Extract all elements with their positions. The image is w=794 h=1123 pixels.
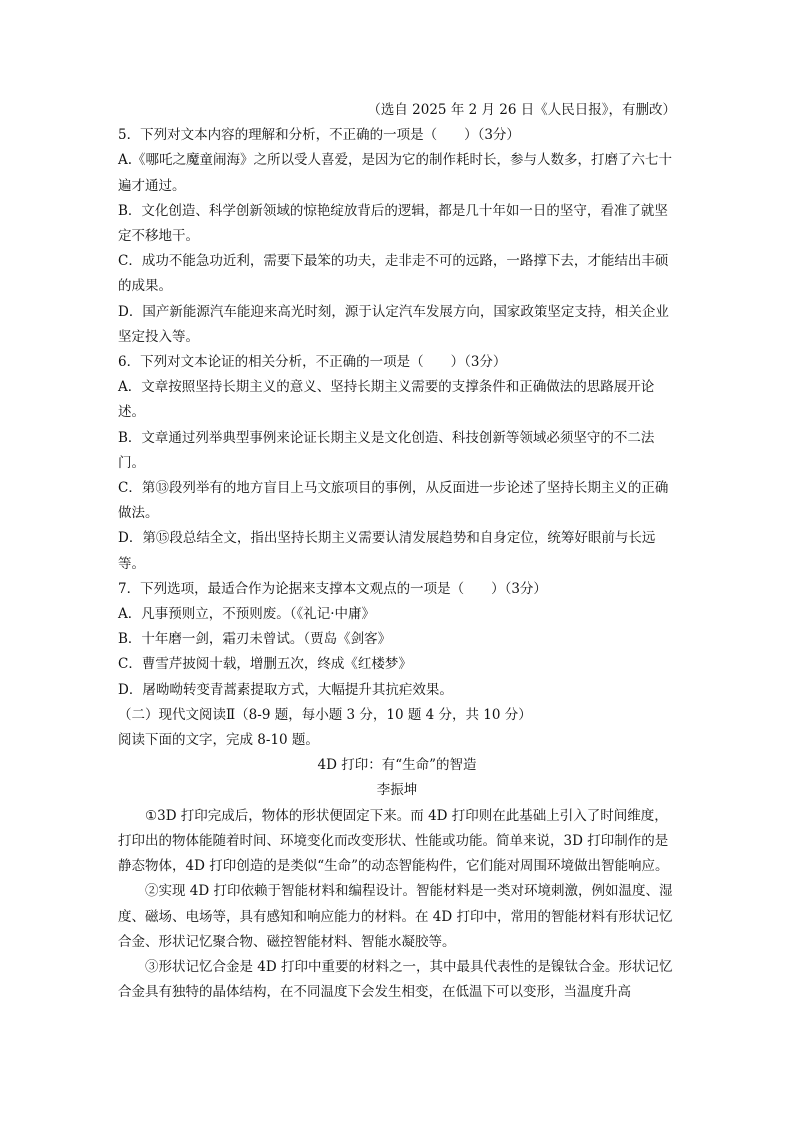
article-paragraph-2: ②实现 4D 打印依赖于智能材料和编程设计。智能材料是一类对环境刺激，例如温度、湿度、磁场、电场等，具有感知和响应能力的材料。在 4D 打印中，常用的智能材料有形状记忆合金、形状记忆聚合物、磁控智能材料、智能水凝胶等。 <box>118 883 673 950</box>
section-heading: （二）现代文阅读Ⅱ（8-9 题，每小题 3 分，10 题 4 分，共 10 分） <box>118 706 532 723</box>
option-d: D．国产新能源汽车能迎来高光时刻，源于认定汽车发展方向，国家政策坚定支持，相关企业坚定投入等。 <box>118 303 669 345</box>
article-paragraph-1: ①3D 打印完成后，物体的形状便固定下来。而 4D 打印则在此基础上引入了时间维度，打印出的物体能随着时间、环境变化而改变形状、性能或功能。简单来说，3D 打印制作的是静态物体，4D 打印创造的是类似“生命”的动态智能构件，它们能对周围环境做出智能响应。 <box>118 807 669 875</box>
option-b: B．十年磨一剑，霜刃未曾试。（贾岛《剑客》 <box>118 631 392 648</box>
option-c: C．第⑬段列举有的地方盲目上马文旅项目的事例，从反面进一步论述了坚持长期主义的正确做法。 <box>118 480 669 522</box>
question-7 <box>118 577 676 703</box>
option-c: C．成功不能急功近利，需要下最笨的功夫，走非走不可的远路，一路撑下去，才能结出丰硕的成果。 <box>118 253 669 295</box>
reading-instruction: 阅读下面的文字，完成 8-10 题。 <box>118 732 319 749</box>
option-a: A.《哪吒之魔童闹海》之所以受人喜爱，是因为它的制作耗时长，参与人数多，打磨了六七十遍才通过。 <box>118 152 673 194</box>
article-title: 4D 打印：有“生命”的智造 <box>317 757 477 774</box>
option-d: D．屠呦呦转变青蒿素提取方式，大幅提升其抗疟效果。 <box>118 681 453 698</box>
question-5 <box>118 123 676 350</box>
option-c: C．曹雪芹披阅十载，增删五次，终成《红楼梦》 <box>118 656 412 673</box>
source-note: （选自 2025 年 2 月 26 日《人民日报》，有删改） <box>367 102 676 118</box>
question-stem: 7．下列选项，最适合作为论据来支撑本文观点的一项是（ ）（3分） <box>118 580 547 597</box>
option-b: B．文化创造、科学创新领域的惊艳绽放背后的逻辑，都是几十年如一日的坚守，看准了就坚定不移地干。 <box>118 202 668 245</box>
article-paragraph-3: ③形状记忆合金是 4D 打印中重要的材料之一，其中最具代表性的是镍钛合金。形状记忆合金具有独特的晶体结构，在不同温度下会发生相变，在低温下可以变形，当温度升高 <box>118 958 673 1001</box>
option-a: A．文章按照坚持长期主义的意义、坚持长期主义需要的支撑条件和正确做法的思路展开论述。 <box>118 379 655 421</box>
document-page <box>118 98 676 1005</box>
question-stem: 5．下列对文本内容的理解和分析，不正确的一项是（ ）（3分） <box>118 127 520 144</box>
option-b: B．文章通过列举典型事例来论证长期主义是文化创造、科技创新等领域必须坚守的不二法门。 <box>118 429 655 471</box>
article-author: 李振坤 <box>376 782 418 799</box>
option-a: A．凡事预则立，不预则废。（《礼记·中庸》 <box>118 606 376 623</box>
question-6 <box>118 350 676 577</box>
question-stem: 6．下列对文本论证的相关分析，不正确的一项是（ ）（3分） <box>118 354 507 371</box>
option-d: D．第⑮段总结全文，指出坚持长期主义需要认清发展趋势和自身定位，统筹好眼前与长远等。 <box>118 530 656 572</box>
